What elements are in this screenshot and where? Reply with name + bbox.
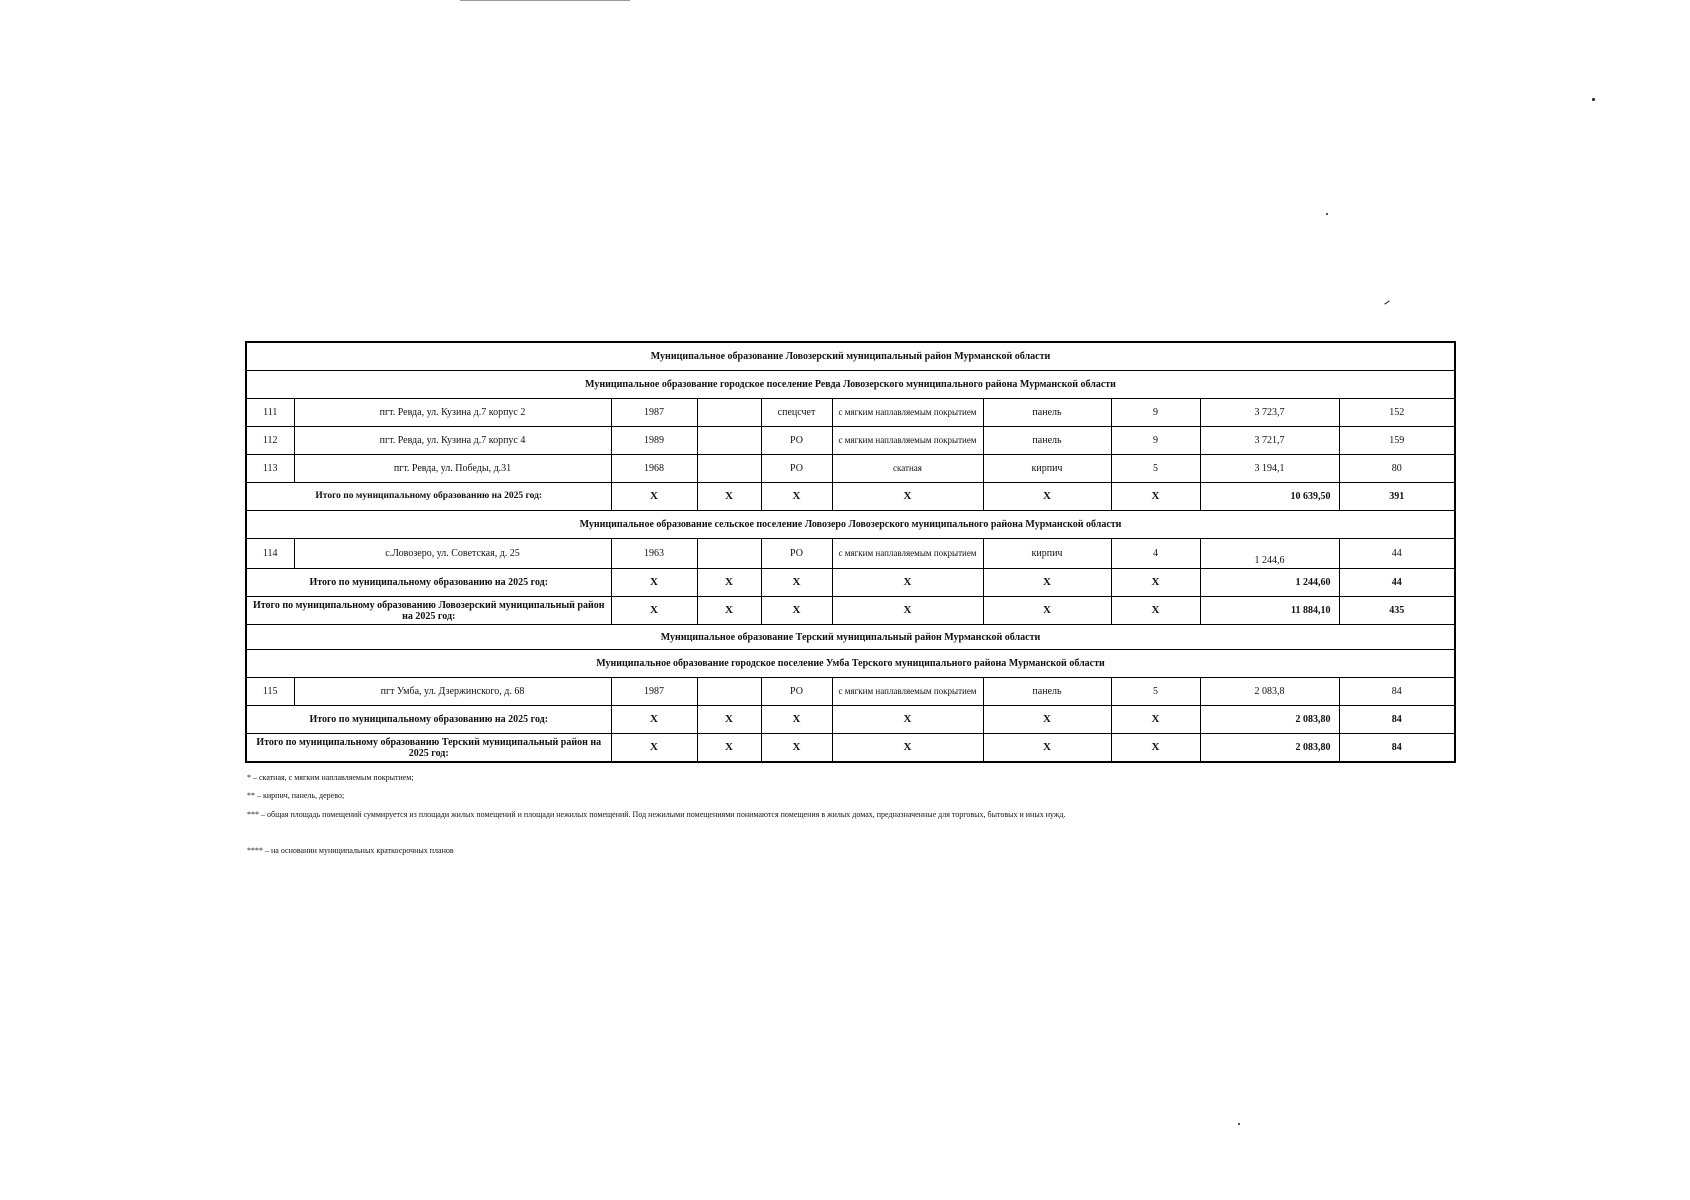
housing-registry-table [245,341,1456,763]
scan-tick [1384,300,1389,304]
scan-speck [1592,98,1595,101]
row-walls: панель [983,427,1111,455]
section-title-revda: Муниципальное образование городское поселение Ревда Ловозерского муниципального района Мурманской области [246,371,1455,399]
x-mark: Х [832,706,983,734]
x-mark: Х [611,734,697,763]
x-mark: Х [983,734,1111,763]
total-residents: 435 [1339,597,1455,625]
x-mark: Х [1111,734,1200,763]
x-mark: Х [761,706,832,734]
x-mark: Х [832,569,983,597]
x-mark: Х [832,734,983,763]
section-header-row [246,342,1455,371]
section-title-lovozero-mr: Муниципальное образование Ловозерский муниципальный район Мурманской области [246,342,1455,371]
row-residents: 152 [1339,399,1455,427]
row-area: 1 244,6 [1200,539,1339,569]
x-mark: Х [761,483,832,511]
x-mark: Х [761,597,832,625]
total-area: 11 884,10 [1200,597,1339,625]
total-row [246,483,1455,511]
row-roof: с мягким наплавляемым покрытием [832,427,983,455]
section-title-tersky-mr: Муниципальное образование Терский муниципальный район Мурманской области [246,625,1455,650]
x-mark: Х [611,569,697,597]
row-floors: 5 [1111,455,1200,483]
row-number: 111 [246,399,294,427]
x-mark: Х [983,569,1111,597]
footnote: *** – общая площадь помещений суммируется из площади жилых помещений и площади нежилых помещений. Под нежилыми помещениями понимаются помещения в жилых домах, предназначенные для торговых, бытовых и иных нужд. [247,810,1066,819]
row-blank [697,678,761,706]
x-mark: Х [761,569,832,597]
row-fund: РО [761,539,832,569]
x-mark: Х [1111,569,1200,597]
x-mark: Х [697,706,761,734]
total-area: 10 639,50 [1200,483,1339,511]
section-header-row [246,511,1455,539]
total-residents: 44 [1339,569,1455,597]
row-blank [697,539,761,569]
row-area: 3 723,7 [1200,399,1339,427]
total-residents: 84 [1339,706,1455,734]
x-mark: Х [1111,706,1200,734]
x-mark: Х [611,597,697,625]
x-mark: Х [983,597,1111,625]
row-residents: 80 [1339,455,1455,483]
row-roof: с мягким наплавляемым покрытием [832,539,983,569]
row-year: 1987 [611,399,697,427]
footnote: **** – на основании муниципальных краткосрочных планов [247,846,454,855]
x-mark: Х [983,706,1111,734]
row-walls: кирпич [983,539,1111,569]
x-mark: Х [1111,597,1200,625]
row-number: 114 [246,539,294,569]
total-row [246,734,1455,763]
section-header-row [246,625,1455,650]
total-row [246,569,1455,597]
row-roof: скатная [832,455,983,483]
scan-speck [1238,1123,1240,1125]
x-mark: Х [697,597,761,625]
footnote: ** – кирпич, панель, дерево; [247,791,345,800]
row-address: пгт. Ревда, ул. Победы, д.31 [294,455,611,483]
row-walls: кирпич [983,455,1111,483]
row-fund: РО [761,678,832,706]
x-mark: Х [697,734,761,763]
row-fund: РО [761,455,832,483]
row-blank [697,399,761,427]
row-blank [697,427,761,455]
total-label: Итого по муниципальному образованию на 2025 год: [246,483,611,511]
total-row [246,597,1455,625]
table-row [246,455,1455,483]
row-residents: 44 [1339,539,1455,569]
table-row [246,678,1455,706]
row-year: 1963 [611,539,697,569]
row-area: 2 083,8 [1200,678,1339,706]
table-row [246,399,1455,427]
x-mark: Х [1111,483,1200,511]
section-header-row [246,371,1455,399]
row-address: с.Ловозеро, ул. Советская, д. 25 [294,539,611,569]
x-mark: Х [697,569,761,597]
x-mark: Х [611,706,697,734]
row-floors: 9 [1111,427,1200,455]
total-area: 2 083,80 [1200,706,1339,734]
row-roof: с мягким наплавляемым покрытием [832,399,983,427]
row-address: пгт Умба, ул. Дзержинского, д. 68 [294,678,611,706]
row-year: 1989 [611,427,697,455]
row-walls: панель [983,399,1111,427]
x-mark: Х [832,483,983,511]
row-floors: 9 [1111,399,1200,427]
total-residents: 391 [1339,483,1455,511]
scan-speck [1326,213,1328,215]
row-fund: спецсчет [761,399,832,427]
x-mark: Х [697,483,761,511]
row-address: пгт. Ревда, ул. Кузина д.7 корпус 4 [294,427,611,455]
row-address: пгт. Ревда, ул. Кузина д.7 корпус 2 [294,399,611,427]
row-number: 112 [246,427,294,455]
total-residents: 84 [1339,734,1455,763]
table-row [246,427,1455,455]
scan-artifact-line [460,0,630,1]
section-title-lovozero-sp: Муниципальное образование сельское поселение Ловозеро Ловозерского муниципального района Мурманской области [246,511,1455,539]
x-mark: Х [832,597,983,625]
total-label: Итого по муниципальному образованию на 2025 год: [246,706,611,734]
row-number: 115 [246,678,294,706]
row-floors: 4 [1111,539,1200,569]
total-row [246,706,1455,734]
total-area: 2 083,80 [1200,734,1339,763]
table-row [246,539,1455,569]
row-residents: 159 [1339,427,1455,455]
total-label: Итого по муниципальному образованию на 2025 год: [246,569,611,597]
total-label: Итого по муниципальному образованию Терский муниципальный район на 2025 год: [246,734,611,763]
total-label: Итого по муниципальному образованию Ловозерский муниципальный район на 2025 год: [246,597,611,625]
row-blank [697,455,761,483]
total-area: 1 244,60 [1200,569,1339,597]
section-header-row [246,650,1455,678]
row-residents: 84 [1339,678,1455,706]
x-mark: Х [611,483,697,511]
row-floors: 5 [1111,678,1200,706]
row-walls: панель [983,678,1111,706]
x-mark: Х [983,483,1111,511]
x-mark: Х [761,734,832,763]
row-year: 1987 [611,678,697,706]
row-roof: с мягким наплавляемым покрытием [832,678,983,706]
row-number: 113 [246,455,294,483]
row-area: 3 721,7 [1200,427,1339,455]
section-title-umba: Муниципальное образование городское поселение Умба Терского муниципального района Мурманской области [246,650,1455,678]
row-area: 3 194,1 [1200,455,1339,483]
row-fund: РО [761,427,832,455]
row-year: 1968 [611,455,697,483]
footnote: * – скатная, с мягким наплавляемым покрытием; [247,773,414,782]
